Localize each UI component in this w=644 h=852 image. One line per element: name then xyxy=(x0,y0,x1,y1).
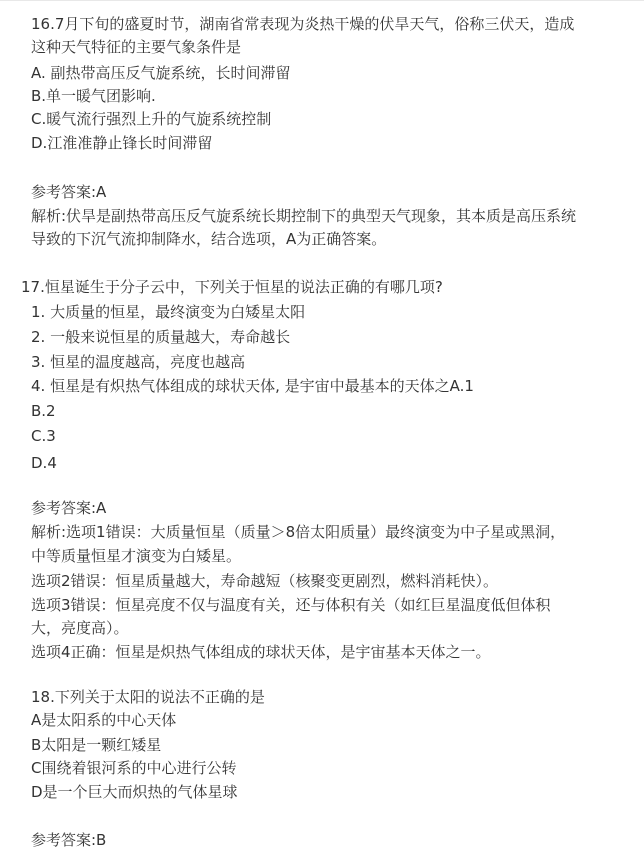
option-b: B太阳是一颗红矮星 xyxy=(31,736,162,754)
option-a: A是太阳系的中心天体 xyxy=(31,711,177,729)
option-b: B.单一暖气团影响. xyxy=(31,87,156,105)
question-stem: 16.7月下旬的盛夏时节，湖南省常表现为炎热干燥的伏旱天气，俗称三伏天，造成 xyxy=(31,15,575,33)
analysis: 解析:选项1错误：大质量恒星（质量＞8倍太阳质量）最终演变为中子星或黑洞， xyxy=(31,523,566,541)
question-stem: 这种天气特征的主要气象条件是 xyxy=(31,38,242,56)
statement-3: 3. 恒星的温度越高，亮度也越高 xyxy=(31,353,246,371)
option-c: C.暖气流行强烈上升的气旋系统控制 xyxy=(31,110,272,128)
statement-4: 4. 恒星是有炽热气体组成的球状天体, 是宇宙中最基本的天体之A.1 xyxy=(31,377,474,395)
analysis: 选项3错误：恒星亮度不仅与温度有关，还与体积有关（如红巨星温度低但体积 xyxy=(31,596,551,614)
option-d: D.江淮准静止锋长时间滞留 xyxy=(31,134,213,152)
option-d: D是一个巨大而炽热的气体星球 xyxy=(31,783,238,801)
question-stem: 17.恒星诞生于分子云中，下列关于恒星的说法正确的有哪几项? xyxy=(21,278,443,296)
statement-1: 1. 大质量的恒星，最终演变为白矮星太阳 xyxy=(31,303,306,321)
answer: 参考答案:A xyxy=(31,183,107,201)
answer: 参考答案:B xyxy=(31,831,107,849)
analysis: 解析:伏旱是副热带高压反气旋系统长期控制下的典型天气现象，其本质是高压系统 xyxy=(31,207,577,225)
analysis: 选项2错误：恒星质量越大，寿命越短（核聚变更剧烈，燃料消耗快）。 xyxy=(31,572,499,590)
analysis: 导致的下沉气流抑制降水，结合选项，A为正确答案。 xyxy=(31,230,387,248)
option-c: C围绕着银河系的中心进行公转 xyxy=(31,759,237,777)
option-c: C.3 xyxy=(31,427,56,445)
answer: 参考答案:A xyxy=(31,499,107,517)
option-b: B.2 xyxy=(31,402,56,420)
option-a: A. 副热带高压反气旋系统，长时间滞留 xyxy=(31,64,291,82)
question-stem: 18.下列关于太阳的说法不正确的是 xyxy=(31,688,265,706)
analysis: 选项4正确：恒星是炽热气体组成的球状天体，是宇宙基本天体之一。 xyxy=(31,643,491,661)
statement-2: 2. 一般来说恒星的质量越大，寿命越长 xyxy=(31,328,291,346)
option-d: D.4 xyxy=(31,454,57,472)
top-border xyxy=(0,0,644,1)
analysis: 中等质量恒星才演变为白矮星。 xyxy=(31,547,242,565)
analysis: 大，亮度高）。 xyxy=(31,619,129,637)
